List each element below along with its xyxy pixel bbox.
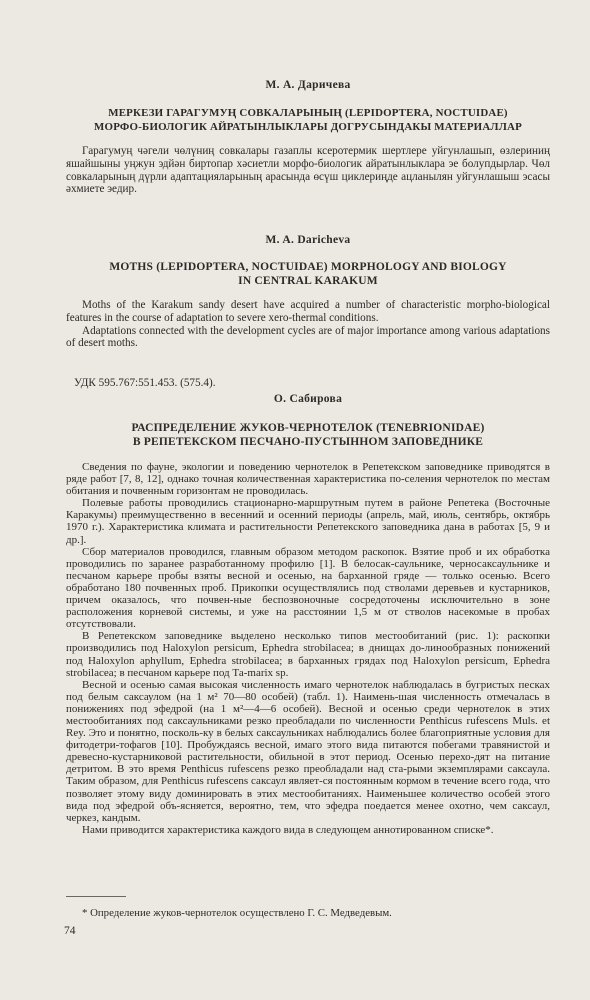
article1-abstract: Гарагумуң чәгели чөлүниң совкалары газаплы ксеротермик шертлере уйгунлашып, өзлериниң яшайшыны уңжун эдйән биртопар хәсиетли морфо-биологик айратынлыклара эе болупдырлар. Чөл совкаларының дүрли адаптацияларының арасында өсүш циклериңде ацланылян уйгунлашыш эсасы әхмиете эедир. [66,145,550,196]
paragraph: Сбор материалов проводился, главным образом методом раскопок. Взятие проб и их обработка проводились по заранее разработанному профилю [1]. В белосак-саульнике, черносаксаульнике и песчаном карьере пробы взяты весной и осенью, на барханной гряде — только осенью. Всего обработано 180 почвенных проб. Прикопки осуществлялись под стволами деревьев и кустарников, причем оказалось, что почвен-ные беспозвоночные сосредоточены исключительно в зоне расположения корневой системы, и уже на расстоянии 1,5 м от стволов насекомые в пробах отсутствовали. [66,545,550,631]
article1-title: МЕРКЕЗИ ГАРАГУМУҢ СОВКАЛАРЫНЫҢ (LEPIDOPTERA, NOCTUIDAE) МОРФО-БИОЛОГИК АЙРАТЫНЛЫКЛАРЫ ДОГРУСЫНДАКЫ МАТЕРИАЛЛАР [94,107,522,133]
article3-body [66,461,550,836]
article2-abstract: Moths of the Karakum sandy desert have acquired a number of characteristic morpho-biological features in the course of adaptation to severe xero-thermal conditions. Adaptations connected with the development cycles are of major importance among various adaptations of desert moths. [66,299,550,350]
page-number: 74 [64,925,76,937]
article3-author: О. Сабирова [273,393,343,405]
paragraph: Полевые работы проводились стационарно-маршрутным путем в районе Репетека (Восточные Каракумы) преимущественно в весенний и осенний периоды (апрель, май, июль, сентябрь, октябрь 1970 г.). Характеристика климата и растительности Репетекского заповедника дана в работах [5, 9 и др.]. [66,497,550,546]
udk-code: УДК 595.767:551.453. (575.4). [74,377,216,389]
paragraph: Нами приводится характеристика каждого вида в следующем аннотированном списке*. [82,823,494,836]
paragraph: Весной и осенью самая высокая численность имаго чернотелок наблюдалась в бугристых песках под белым саксаулом (на 1 м² 70—80 особей) (табл. 1). Наимень-шая численность отмечалась в понижениях под эфедрой (на 1 м²—4—6 особей). Весной и осенью среди чернотелок в этих местообитаниях под саксаульниками резко преобладали по численности Penthicus rufescens Muls. et Rey. Это и понятно, посколь-ку в белых саксаульниках наблюдались более благоприятные условия для фитодетри-тофагов [10]. Пробуждаясь весной, имаго этого вида питаются побегами травянистой и древесно-кустарниковой растительности, обильной в этот период. Осенью перехо-дят на питание детритом. В это время Penthicus rufescens резко преобладали над ста-рыми экземплярами саксаула. Таким образом, для Penthicus rufescens саксаул являет-ся постоянным кормом в течение всего года, что позволяет этому виду доминировать в этих местообитаниях. Наименьшее количество особей этого вида под эфедрой объ-ясняется, вероятно, тем, что эфедра поедается менее охотно, чем саксаул, черкез, кандым. [66,678,550,824]
footnote-divider [66,896,126,897]
paragraph: В Репетекском заповеднике выделено несколько типов местообитаний (рис. 1): раскопки производились под Haloxylon persicum, Ephedra strobilacea; в днищах до-линообразных понижений под Haloxylon aphyllum, Ephedra strobilacea; в барханных грядах под Haloxylon persicum, Ephedra strobilacea; в песчаном карьере под Та-marix sp. [66,630,550,679]
article3-title: РАСПРЕДЕЛЕНИЕ ЖУКОВ-ЧЕРНОТЕЛОК (TENEBRIONIDAE) В РЕПЕТЕКСКОМ ПЕСЧАНО-ПУСТЫННОМ ЗАПОВЕДНИКЕ [131,422,485,448]
article2-author: M. A. Daricheva [265,234,351,246]
paragraph: Сведения по фауне, экологии и поведению чернотелок в Репетекском заповеднике приводятся в ряде работ [7, 8, 12], однако точная количественная характеристика по-селения чернотелок по местам обитания и почвенным горизонтам не проводилась. [66,461,550,498]
article3 [66,377,550,836]
article1 [66,79,550,196]
article1-author: М. А. Даричева [265,79,351,91]
footnote: * Определение жуков-чернотелок осуществлено Г. С. Медведевым. [82,907,392,919]
article2-title: MOTHS (LEPIDOPTERA, NOCTUIDAE) MORPHOLOGY AND BIOLOGY IN CENTRAL KARAKUM [109,261,507,287]
article2 [66,234,550,350]
